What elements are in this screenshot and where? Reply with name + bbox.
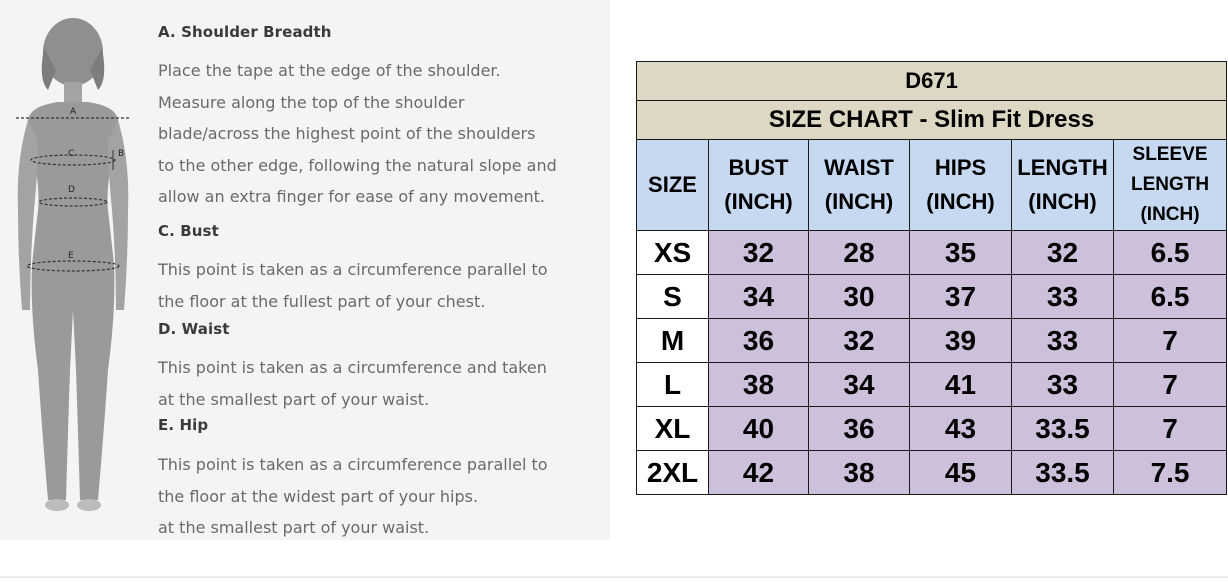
table-row xyxy=(637,451,1227,495)
label-e: E xyxy=(68,251,74,261)
header-length: LENGTH (INCH) xyxy=(1012,140,1114,231)
size-label: 2XL xyxy=(637,451,709,495)
table-row xyxy=(637,275,1227,319)
product-code: D671 xyxy=(637,62,1227,101)
header-hips: HIPS (INCH) xyxy=(910,140,1012,231)
header-size: SIZE xyxy=(637,140,709,231)
section-body-hip: This point is taken as a circumference parallel to the floor at the widest part of your hips. at the smallest part of your waist. xyxy=(158,455,548,537)
header-row xyxy=(637,140,1227,231)
section-heading-hip: E. Hip xyxy=(158,416,209,434)
length-value: 33.5 xyxy=(1012,407,1114,451)
size-chart-table xyxy=(636,61,1227,495)
bust-value: 38 xyxy=(709,363,809,407)
bottom-divider xyxy=(0,576,1228,578)
hips-value: 41 xyxy=(910,363,1012,407)
size-label: M xyxy=(637,319,709,363)
hips-value: 39 xyxy=(910,319,1012,363)
size-chart xyxy=(636,61,1226,495)
bust-value: 36 xyxy=(709,319,809,363)
bust-value: 40 xyxy=(709,407,809,451)
waist-value: 28 xyxy=(809,231,910,275)
length-value: 33 xyxy=(1012,319,1114,363)
bust-value: 34 xyxy=(709,275,809,319)
hips-value: 43 xyxy=(910,407,1012,451)
label-d: D xyxy=(68,185,75,195)
header-bust: BUST (INCH) xyxy=(709,140,809,231)
length-value: 33 xyxy=(1012,275,1114,319)
hips-value: 35 xyxy=(910,231,1012,275)
size-label: S xyxy=(637,275,709,319)
section-heading-bust: C. Bust xyxy=(158,222,219,240)
measurement-guide-panel xyxy=(0,0,610,540)
table-row xyxy=(637,363,1227,407)
header-sleeve-length: SLEEVE LENGTH (INCH) xyxy=(1114,140,1227,231)
sleeve-value: 6.5 xyxy=(1114,231,1227,275)
sleeve-value: 7.5 xyxy=(1114,451,1227,495)
waist-value: 36 xyxy=(809,407,910,451)
body-figure xyxy=(8,10,148,520)
bust-value: 42 xyxy=(709,451,809,495)
table-row xyxy=(637,407,1227,451)
section-body-bust: This point is taken as a circumference parallel to the floor at the fullest part of your chest. xyxy=(158,260,548,311)
hips-value: 45 xyxy=(910,451,1012,495)
size-label: XS xyxy=(637,231,709,275)
female-silhouette-icon xyxy=(8,10,148,520)
length-value: 32 xyxy=(1012,231,1114,275)
size-label: L xyxy=(637,363,709,407)
sleeve-value: 7 xyxy=(1114,363,1227,407)
waist-value: 30 xyxy=(809,275,910,319)
length-value: 33.5 xyxy=(1012,451,1114,495)
section-heading-waist: D. Waist xyxy=(158,320,230,338)
bust-value: 32 xyxy=(709,231,809,275)
table-row xyxy=(637,231,1227,275)
length-value: 33 xyxy=(1012,363,1114,407)
sleeve-value: 7 xyxy=(1114,319,1227,363)
header-waist: WAIST (INCH) xyxy=(809,140,910,231)
sleeve-value: 6.5 xyxy=(1114,275,1227,319)
section-body-waist: This point is taken as a circumference and taken at the smallest part of your waist. xyxy=(158,358,547,409)
label-c: C xyxy=(68,149,75,159)
waist-value: 34 xyxy=(809,363,910,407)
chart-title: SIZE CHART - Slim Fit Dress xyxy=(637,101,1227,140)
sleeve-value: 7 xyxy=(1114,407,1227,451)
label-b: B xyxy=(118,149,125,159)
hips-value: 37 xyxy=(910,275,1012,319)
section-body-shoulder: Place the tape at the edge of the shoulder. Measure along the top of the shoulder blade/across the highest point of the shoulders to the other edge, following the natural slope and allow an extra finger for ease of any movement. xyxy=(158,61,557,206)
table-row xyxy=(637,319,1227,363)
size-label: XL xyxy=(637,407,709,451)
waist-value: 38 xyxy=(809,451,910,495)
waist-value: 32 xyxy=(809,319,910,363)
section-heading-shoulder: A. Shoulder Breadth xyxy=(158,23,332,41)
label-a: A xyxy=(70,107,77,117)
